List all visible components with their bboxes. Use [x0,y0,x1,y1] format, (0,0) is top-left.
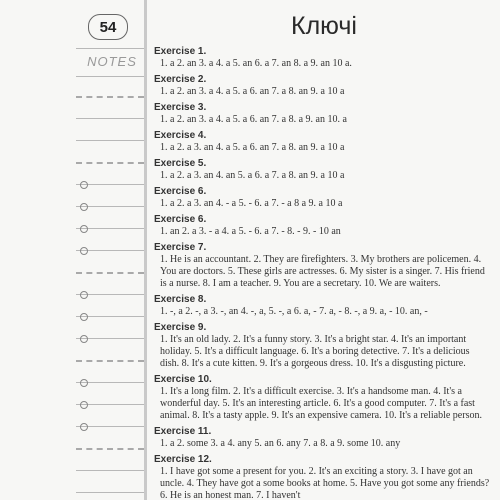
binder-ring-icon [80,225,88,233]
notes-rule [76,118,144,119]
page-spine [144,0,147,500]
exercise-heading: Exercise 4. [154,130,207,141]
exercise-block [154,454,490,500]
binder-ring-icon [80,313,88,321]
exercise-block [154,158,490,182]
exercise-heading: Exercise 3. [154,102,207,113]
notes-rule [76,492,144,493]
exercise-list [154,46,490,500]
binder-ring-icon [80,401,88,409]
exercise-answers: 1. He is an accountant. 2. They are firefighters. 3. My brothers are policemen. 4. You are doctors. 5. These girls are actresses. 6. My sister is a singer. 7. His friend is a nurse. 8. I am a teacher. 9. You are a secretary. 10. We are waiters. [160,254,485,289]
notes-rule [76,360,144,362]
notes-rule [76,48,144,49]
binder-ring-icon [80,379,88,387]
binder-ring-icon [80,291,88,299]
exercise-answers: 1. a 2. some 3. a 4. any 5. an 6. any 7. a 8. a 9. some 10. any [160,438,401,449]
exercise-answers: 1. a 2. a 3. an 4. a 5. a 6. an 7. a 8. an 9. a 10 a [160,142,345,153]
exercise-answers: 1. It's an old lady. 2. It's a funny story. 3. It's a bright star. 4. It's an important holiday. 5. It's a difficult language. 6. It's a boring detective. 7. It's a delicious dish. 8. It's a cute kitten. 9. It's a gorgeous dress. 10. It's a disgusting picture. [160,334,470,369]
exercise-answers: 1. a 2. an 3. a 4. a 5. a 6. an 7. a 8. a 9. an 10. a [160,114,347,125]
exercise-block [154,214,490,238]
notes-rule [76,448,144,450]
exercise-heading: Exercise 5. [154,158,207,169]
exercise-block [154,426,490,450]
exercise-block [154,242,490,290]
exercise-heading: Exercise 6. [154,186,207,197]
exercise-block [154,102,490,126]
exercise-heading: Exercise 1. [154,46,207,57]
exercise-block [154,322,490,370]
exercise-heading: Exercise 11. [154,426,212,437]
page-title: Ключі [291,12,357,40]
page-number-badge: 54 [88,14,128,40]
notes-margin [66,0,148,500]
notes-rule [76,140,144,141]
binder-ring-icon [80,335,88,343]
exercise-answers: 1. an 2. a 3. - a 4. a 5. - 6. a 7. - 8. - 9. - 10 an [160,226,341,237]
notes-rule [76,272,144,274]
exercise-heading: Exercise 8. [154,294,207,305]
exercise-answers: 1. a 2. an 3. a 4. a 5. an 6. a 7. an 8. a 9. an 10 a. [160,58,352,69]
exercise-heading: Exercise 2. [154,74,207,85]
exercise-heading: Exercise 7. [154,242,207,253]
exercise-answers: 1. -, a 2. -, a 3. -, an 4. -, a, 5. -, a 6. a, - 7. a, - 8. -, a 9. a, - 10. an, - [160,306,428,317]
exercise-block [154,374,490,422]
exercise-answers: 1. It's a long film. 2. It's a difficult exercise. 3. It's a handsome man. 4. It's a wonderful day. 5. It's an interesting article. 6. It's a good computer. 7. It's a fast animal. 8. It's a tasty apple. 9. It's an expensive camera. 10. It's a reliable person. [160,386,482,421]
exercise-block [154,46,490,70]
exercise-heading: Exercise 10. [154,374,212,385]
exercise-answers: 1. I have got some a present for you. 2. It's an exciting a story. 3. I have got an uncle. 4. They have got a some books at home. 5. Have you got some any friends? 6. He is an honest man. 7. I haven't [160,466,490,500]
binder-ring-icon [80,247,88,255]
exercise-block [154,130,490,154]
exercise-answers: 1. a 2. an 3. a 4. a 5. a 6. an 7. a 8. an 9. a 10 a [160,86,345,97]
notes-rule [76,470,144,471]
exercise-heading: Exercise 12. [154,454,212,465]
exercise-heading: Exercise 6. [154,214,207,225]
exercise-heading: Exercise 9. [154,322,207,333]
answer-keys [150,0,498,500]
notes-label: NOTES [87,54,137,69]
notes-rule [76,162,144,164]
exercise-answers: 1. a 2. a 3. an 4. - a 5. - 6. a 7. - a 8 a 9. a 10 a [160,198,343,209]
exercise-block [154,186,490,210]
notes-rule [76,76,144,77]
binder-ring-icon [80,423,88,431]
exercise-block [154,74,490,98]
binder-ring-icon [80,203,88,211]
exercise-block [154,294,490,318]
binder-ring-icon [80,181,88,189]
exercise-answers: 1. a 2. a 3. an 4. an 5. a 6. a 7. a 8. an 9. a 10 a [160,170,345,181]
notes-rule [76,96,144,98]
